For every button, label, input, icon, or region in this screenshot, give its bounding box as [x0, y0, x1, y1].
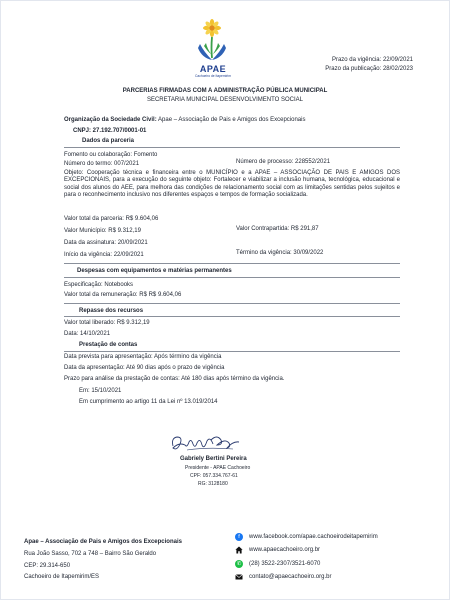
- organizacao-value: Apae – Associação de Pais e Amigos dos Excepcionais: [158, 117, 306, 123]
- prestacao-heading: Prestação de contas: [79, 342, 138, 348]
- divider: [64, 316, 400, 317]
- brand-subtitle: Cachoeiro de Itapemirim: [195, 74, 231, 78]
- page-subtitle: SECRETARIA MUNICIPAL DESENVOLVIMENTO SOCIAL: [146, 97, 304, 103]
- signer-name: Gabriely Bertini Pereira: [180, 456, 247, 462]
- cumprimento-lei: Em cumprimento ao artigo 11 da Lei nº 13.019/2014: [79, 399, 218, 405]
- fomento: Fomento ou colaboração: Fomento: [64, 152, 158, 158]
- cnpj: CNPJ: 27.192.707/0001-01: [73, 128, 147, 134]
- prazo-vigencia: Prazo da vigência: 22/09/2021: [331, 57, 413, 63]
- divider: [64, 277, 400, 278]
- data-prevista: Data prevista para apresentação: Após término da vigência: [64, 354, 222, 360]
- page-title: PARCERIAS FIRMADAS COM A ADMINISTRAÇÃO PÚBLICA MUNICIPAL: [122, 88, 328, 94]
- data-assinatura: Data da assinatura: 20/09/2021: [64, 240, 148, 246]
- valor-liberado: Valor total liberado: R$ 9.312,19: [64, 320, 150, 326]
- valor-contrapartida: Valor Contrapartida: R$ 291,87: [236, 226, 319, 232]
- divider: [64, 303, 400, 304]
- numero-termo: Número do termo: 007/2021: [64, 161, 140, 167]
- organizacao-line: [64, 117, 305, 123]
- footer-phone: (28) 3522-2307/3521-6070: [249, 561, 321, 567]
- prazo-analise: Prazo para análise da prestação de contas: Até 180 dias após término da vigência.: [64, 376, 285, 382]
- valor-municipio: Valor Município: R$ 9.312,19: [64, 228, 141, 234]
- divider: [64, 351, 400, 352]
- facebook-icon: f: [235, 533, 243, 541]
- inicio-vigencia: Início da vigência: 22/09/2021: [64, 252, 144, 258]
- footer-cep: CEP: 29.314-650: [24, 563, 71, 569]
- footer-org-name: Apae – Associação de Pais e Amigos dos Excepcionais: [24, 539, 182, 545]
- divider: [64, 147, 400, 148]
- footer-website[interactable]: www.apaecachoeiro.org.br: [249, 547, 321, 553]
- data-apresentacao: Data da apresentação: Até 90 dias após o prazo de vigência: [64, 365, 225, 371]
- signer-role: Presidente - APAE Cachoeiro: [185, 465, 251, 471]
- signer-rg: RG: 3128180: [198, 481, 228, 487]
- organizacao-label: Organização da Sociedade Civil:: [64, 117, 157, 123]
- especificacao: Especificação: Notebooks: [64, 282, 134, 288]
- numero-processo: Número de processo: 228552/2021: [236, 159, 331, 165]
- divider: [64, 263, 400, 264]
- footer-address: Rua João Sasso, 702 a 748 – Bairro São Geraldo: [24, 551, 157, 557]
- valor-total: Valor total da parceria: R$ 9.604,06: [64, 216, 159, 222]
- footer-city: Cachoeiro de Itapemirim/ES: [24, 574, 100, 580]
- brand-name: APAE: [199, 64, 227, 74]
- repasse-heading: Repasse dos recursos: [79, 308, 144, 314]
- email-icon: [235, 573, 243, 581]
- termino-vigencia: Término da vigência: 30/09/2022: [236, 250, 324, 256]
- despesas-heading: Despesas com equipamentos e matérias permanentes: [77, 268, 232, 274]
- repasse-data: Data: 14/10/2021: [64, 331, 111, 337]
- whatsapp-icon: ✆: [236, 561, 242, 567]
- signer-cpf: CPF: 057.334.767-61: [190, 473, 238, 479]
- home-icon: [235, 546, 243, 554]
- prestacao-em: Em: 15/10/2021: [79, 388, 122, 394]
- footer-email[interactable]: contato@apaecachoeiro.org.br: [249, 574, 332, 580]
- valor-remuneracao: Valor total da remuneração: R$ R$ 9.604,06: [64, 292, 182, 298]
- dados-heading: Dados da parceria: [82, 138, 135, 144]
- objeto-paragraph: Objeto: Cooperação técnica e financeira entre o MUNICÍPIO e a APAE – ASSOCIAÇÃO DE PAIS E AMIGOS DOS EXCEPCIONAIS, para a execução do seguinte objeto: Fortalecer e viabilizar a inclusão humana, tecnológica, educacional e social dos alunos do AEE, para melhora das condições de relacionamento social com as limitações sentidas pelos sujeitos e para o reconhecimento inclusivo nos diferentes espaços e tempos de formação socializada.: [64, 170, 400, 199]
- footer-facebook[interactable]: www.facebook.com/apae.cachoeirodeitapemirim: [249, 534, 378, 540]
- prazo-publicacao: Prazo da publicação: 28/02/2023: [325, 66, 413, 72]
